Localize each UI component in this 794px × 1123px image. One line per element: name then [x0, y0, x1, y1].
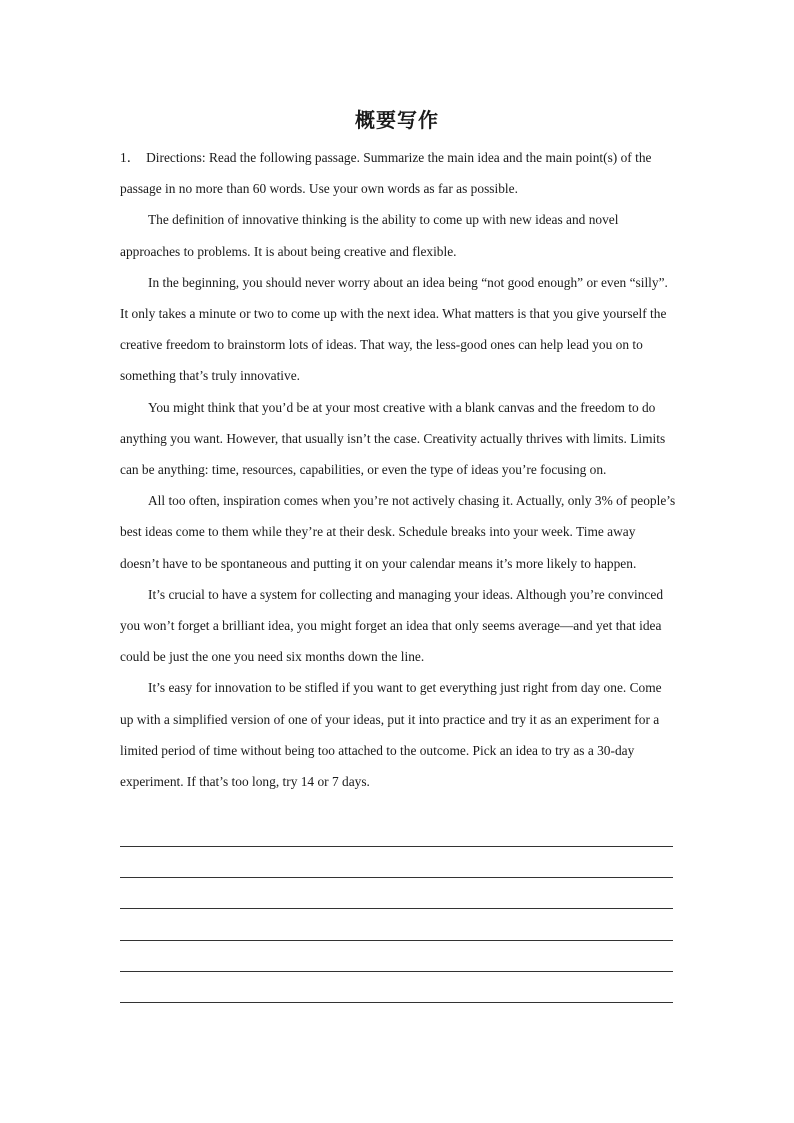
directions-text: Directions: Read the following passage. Summarize the main idea and the main point(s) of the passage in no more than 60 words. Use your own words as far as possible.	[120, 150, 652, 197]
answer-line[interactable]	[120, 971, 673, 1002]
passage-paragraph-2: In the beginning, you should never worry about an idea being “not good enough” or even “silly”. It only takes a minute or two to come up with the next idea. What matters is that you give yourself the creative freedom to brainstorm lots of ideas. That way, the less-good ones can help lead you on to something that’s truly innovative.	[120, 274, 668, 384]
answer-line[interactable]	[120, 877, 673, 908]
question-body	[120, 142, 676, 797]
passage-paragraph-1: The definition of innovative thinking is the ability to come up with new ideas and novel approaches to problems. It is about being creative and flexible.	[120, 212, 619, 259]
passage-paragraph-6: It’s easy for innovation to be stifled if you want to get everything just right from day one. Come up with a simplified version of one of your ideas, put it into practice and try it as an experiment for a limited period of time without being too attached to the outcome. Pick an idea to try as a 30-day experiment. If that’s too long, try 14 or 7 days.	[120, 680, 662, 790]
passage-paragraph-5: It’s crucial to have a system for collecting and managing your ideas. Although you’re convinced you won’t forget a brilliant idea, you might forget an idea that only seems average—and yet that idea could be just the one you need six months down the line.	[120, 586, 664, 665]
question-number: 1．	[120, 150, 141, 165]
page-title: 概要写作	[355, 108, 439, 132]
answer-line[interactable]	[120, 908, 673, 939]
answer-line[interactable]	[120, 846, 673, 877]
answer-area[interactable]	[120, 846, 673, 1033]
answer-line[interactable]	[120, 1002, 673, 1033]
passage-paragraph-3: You might think that you’d be at your most creative with a blank canvas and the freedom to do anything you want. However, that usually isn’t the case. Creativity actually thrives with limits. Limits can be anything: time, resources, capabilities, or even the type of ideas you’re focusing on.	[120, 399, 666, 478]
passage-paragraph-4: All too often, inspiration comes when you’re not actively chasing it. Actually, only 3% of people’s best ideas come to them while they’re at their desk. Schedule breaks into your week. Time away doesn’t have to be spontaneous and putting it on your calendar means it’s more likely to happen.	[120, 493, 676, 571]
answer-line[interactable]	[120, 940, 673, 971]
directions	[120, 142, 676, 204]
